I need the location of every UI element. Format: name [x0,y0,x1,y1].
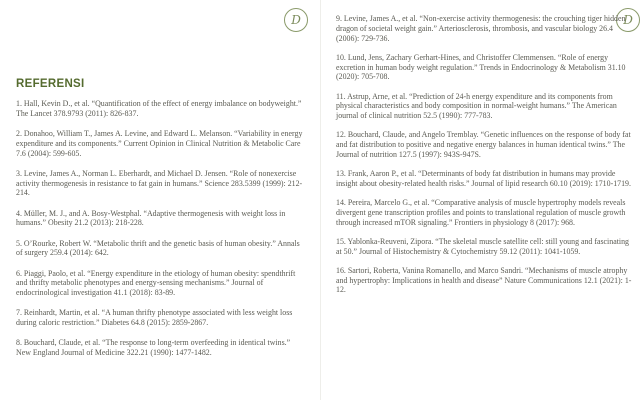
reference-list [336,14,632,305]
reference-item: 13. Frank, Aaron P., et al. “Determinants of body fat distribution in humans may provide insight about obesity-related health risks.” Journal of lipid research 60.10 (2019): 1710-1719. [336,169,631,188]
reference-item: 8. Bouchard, Claude, et al. “The response to long-term overfeeding in identical twins.” New England Journal of Medicine 322.21 (1990): 1477-1482. [16,338,291,358]
reference-item: 9. Levine, James A., et al. “Non-exercise activity thermogenesis: the crouching tiger hidden dragon of societal weight gain.” Arteriosclerosis, thrombosis, and vascular biology 26.4 (2006): 729-736. [336,14,626,43]
reference-item: 1. Hall, Kevin D., et al. “Quantification of the effect of energy imbalance on bodyweight.” The Lancet 378.9793 (2011): 826-837. [16,99,302,118]
reference-item: 12. Bouchard, Claude, and Angelo Tremblay. “Genetic influences on the response of body fat and fat distribution to positive and negative energy balances in human identical twins.” The Journal of nutrition 127.5 (1997): 943S-947S. [336,130,631,159]
reference-item: 16. Sartori, Roberta, Vanina Romanello, and Marco Sandri. “Mechanisms of muscle atrophy and hypertrophy: Implications in health and disease” Nature Communications 12.1 (2021): 1-12. [336,265,632,295]
reference-item: 4. Müller, M. J., and A. Bosy-Westphal. “Adaptive thermogenesis with weight loss in humans.” Obesity 21.2 (2013): 218-228. [16,208,286,228]
reference-item: 14. Pereira, Marcelo G., et al. “Comparative analysis of muscle hypertrophy models reveals divergent gene transcription profiles and points to translational regulation of muscle growth through increased mTOR signaling.” Frontiers in physiology 8 (2017): 968. [336,198,626,227]
brand-logo-icon: D [616,8,640,32]
reference-item: 11. Astrup, Arne, et al. “Prediction of 24-h energy expenditure and its components from physical characteristics and body composition in normal-weight humans.” The American journal of clinical nutrition 52.5 (1990): 777-783. [336,91,617,121]
page-title: REFERENSI [16,78,85,90]
reference-item: 5. O’Rourke, Robert W. “Metabolic thrift and the genetic basis of human obesity.” Annals of surgery 259.4 (2014): 642. [16,238,300,258]
reference-item: 2. Donahoo, William T., James A. Levine, and Edward L. Melanson. “Variability in energy expenditure and its components.” Current Opinion in Clinical Nutrition & Metabolic Care 7.6 (2004): 599-605. [16,128,303,158]
reference-list [16,99,306,368]
reference-item: 6. Piaggi, Paolo, et al. “Energy expenditure in the etiology of human obesity: spendthrift and thrifty metabolic phenotypes and energy-sensing mechanisms.” Journal of endocrinological investigation 41.1 (2018): 83-89. [16,268,296,298]
reference-item: 10. Lund, Jens, Zachary Gerhart-Hines, and Christoffer Clemmensen. “Role of energy excretion in human body weight regulation.” Trends in Endocrinology & Metabolism 31.10 (2020): 705-708. [336,52,626,82]
reference-item: 3. Levine, James A., Norman L. Eberhardt, and Michael D. Jensen. “Role of nonexercise activity thermogenesis in resistance to fat gain in humans.” Science 283.5399 (1999): 212-214. [16,168,303,198]
right-page [320,0,640,400]
reference-item: 7. Reinhardt, Martin, et al. “A human thrifty phenotype associated with less weight loss during caloric restriction.” Diabetes 64.8 (2015): 2859-2867. [16,308,293,328]
brand-logo-icon: D [284,8,308,32]
reference-item: 15. Yablonka-Reuveni, Zipora. “The skeletal muscle satellite cell: still young and fascinating at 50.” Journal of Histochemistry & Cytochemistry 59.12 (2011): 1041-1059. [336,236,629,256]
